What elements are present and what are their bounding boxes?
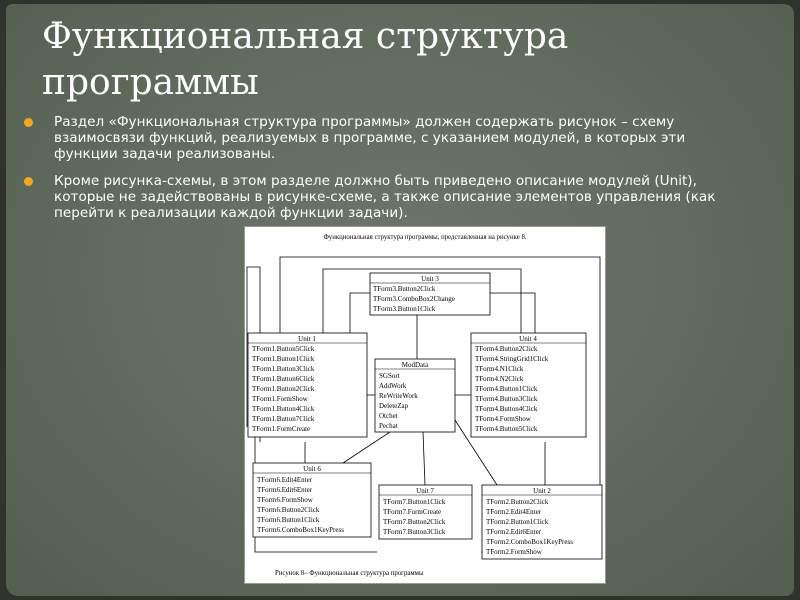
connector-line — [423, 432, 425, 485]
connector-line — [350, 293, 370, 333]
bullet-dot-icon — [24, 118, 33, 127]
unit-function: TForm6.Edit6Enter — [257, 486, 313, 494]
unit-function: TForm2.Button1Click — [486, 518, 549, 526]
bullet-dot-icon — [24, 177, 33, 186]
unit-function: ReWriteWork — [379, 392, 418, 400]
unit-title: Unit 4 — [519, 335, 537, 343]
unit-function: TForm6.FormShow — [257, 496, 313, 504]
unit-function: TForm7.FormCreate — [383, 508, 442, 516]
unit-function: TForm4.N1Click — [475, 365, 524, 373]
unit-function: TForm3.Button1Click — [373, 305, 436, 313]
slide-title: Функциональная структура программы — [42, 16, 569, 103]
unit-1-box — [248, 333, 367, 437]
unit-function: Otchet — [379, 412, 398, 420]
figure-caption-top: Функциональная структура программы, представленная на рисунке 8. — [323, 234, 527, 241]
unit-function: TForm3.Button2Click — [373, 285, 436, 293]
unit-7-box — [379, 485, 472, 539]
figure-caption-bottom: Рисунок 8– Функциональная структура программы — [275, 570, 424, 577]
unit-function: TForm6.Edit4Enter — [257, 476, 313, 484]
unit-function: TForm1.Button5Click — [252, 345, 315, 353]
bullet-item — [54, 173, 734, 221]
structure-diagram — [245, 227, 605, 583]
unit-function: TForm4.Button3Click — [475, 395, 538, 403]
unit-function: TForm4.FormShow — [475, 415, 531, 423]
unit-6-box — [253, 463, 371, 537]
unit-title: Unit 1 — [298, 335, 316, 343]
unit-function: TForm6.ComboBox1KeyPress — [257, 526, 344, 534]
slide — [6, 4, 794, 596]
structure-diagram-figure — [244, 226, 606, 584]
unit-function: TForm4.Button1Click — [475, 385, 538, 393]
connector-line — [490, 293, 535, 333]
unit-function: TForm1.Button1Click — [252, 355, 315, 363]
unit-function: TForm7.Button3Click — [383, 528, 446, 536]
unit-function: TForm4.Button4Click — [475, 405, 538, 413]
unit-function: TForm6.Button1Click — [257, 516, 320, 524]
bullet-list — [54, 114, 734, 232]
unit-function: TForm4.N2Click — [475, 375, 524, 383]
unit-function: TForm1.Button3Click — [252, 365, 315, 373]
unit-function: TForm7.Button1Click — [383, 498, 446, 506]
unit-function: TForm3.ComboBox2Change — [373, 295, 455, 303]
unit-function: TForm1.FormCreate — [252, 425, 311, 433]
unit-4-box — [471, 333, 586, 437]
unit-function: TForm1.Button7Click — [252, 415, 315, 423]
unit-function: SGSort — [379, 372, 400, 380]
unit-function: Pechat — [379, 422, 398, 430]
unit-function: TForm6.Button2Click — [257, 506, 320, 514]
unit-function: DeleteZap — [379, 402, 409, 410]
unit-function: TForm1.FormShow — [252, 395, 308, 403]
unit-function: TForm7.Button2Click — [383, 518, 446, 526]
bullet-text: Раздел «Функциональная структура программы» должен содержать рисунок – схему взаимосвязи функций, реализуемых в программе, с указанием модулей, в которых эти функции задачи реализованы. — [54, 114, 686, 162]
bullet-text: Кроме рисунка-схемы, в этом разделе должно быть приведено описание модулей (Unit), которые не задействованы в рисунке-схеме, а также описание элементов управления (как перейти к реализации каждой функции задачи). — [54, 173, 716, 221]
unit-function: TForm2.Button2Click — [486, 498, 549, 506]
unit-function: TForm2.Edit6Enter — [486, 528, 542, 536]
unit-function: TForm1.Button4Click — [252, 405, 315, 413]
unit-function: TForm1.Button2Click — [252, 385, 315, 393]
unit-function: TForm4.StringGrid1Click — [475, 355, 549, 363]
unit-function: TForm2.FormShow — [486, 548, 542, 556]
unit-function: TForm1.Button6Click — [252, 375, 315, 383]
bullet-item — [54, 114, 734, 162]
unit-function: TForm4.Button2Click — [475, 345, 538, 353]
unit-function: TForm4.Button5Click — [475, 425, 538, 433]
unit-title: ModData — [401, 361, 429, 369]
unit-title: Unit 7 — [416, 487, 434, 495]
unit-function: TForm2.ComboBox1KeyPress — [486, 538, 573, 546]
unit-3-box — [370, 273, 490, 315]
unit-title: Unit 6 — [303, 465, 321, 473]
unit-title: Unit 3 — [421, 275, 439, 283]
moddata-box — [375, 359, 455, 432]
unit-function: AddWork — [379, 382, 407, 390]
unit-function: TForm2.Edit4Enter — [486, 508, 542, 516]
unit-2-box — [482, 485, 602, 559]
unit-title: Unit 2 — [533, 487, 551, 495]
